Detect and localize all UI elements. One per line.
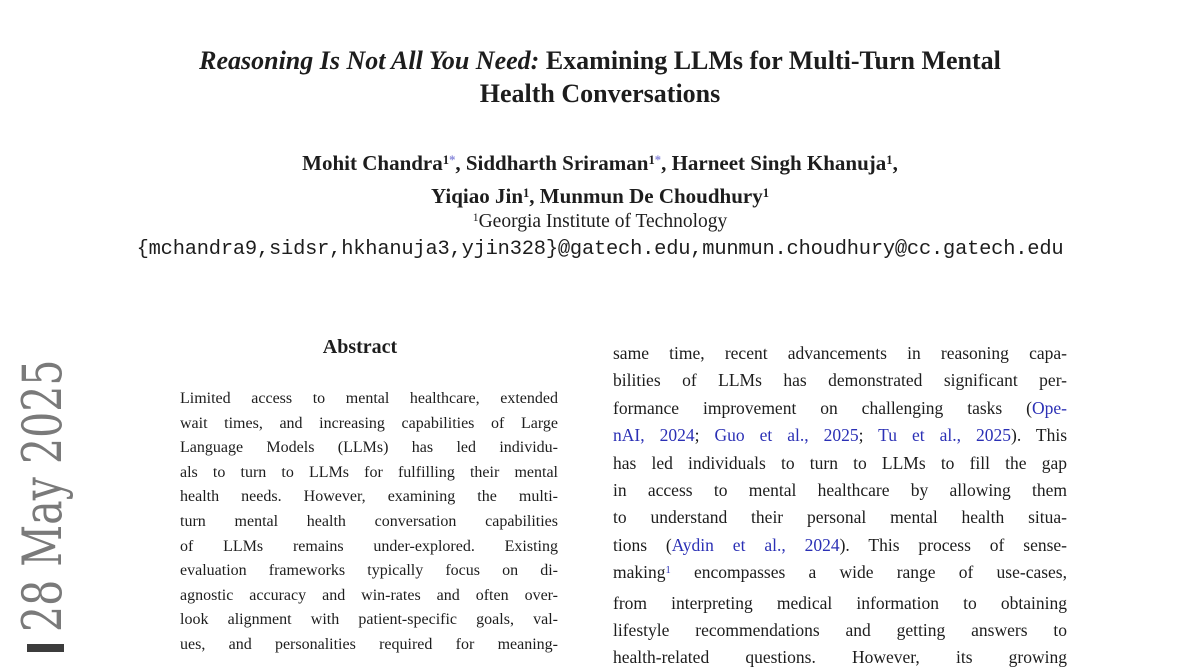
author-affiliation-superscript: 1 [886,152,893,167]
author-affiliation-superscript: 1 [762,185,769,200]
paper-title-line2: Health Conversations [479,79,721,108]
text-segment: making [613,562,666,583]
text-segment: to understand their personal mental health situa- [613,507,1067,528]
text-segment: ). This [1011,425,1068,446]
text-segment: ; [858,425,879,446]
text-segment: turn mental health conversation capabilities [180,512,558,530]
text-segment: Yiqiao Jin [431,184,523,208]
author-thanks-marker: * [654,152,662,167]
text-line [180,387,558,412]
text-segment: has led individuals to turn to LLMs to fill the gap [613,452,1067,473]
text-segment: agnostic accuracy and win-rates and often over- [180,586,558,604]
text-line [613,395,1067,422]
paper-title-line1 [0,44,1200,77]
text-segment: wait times, and increasing capabilities of Large [180,414,558,432]
citation-link[interactable]: Ope- [1032,397,1067,418]
text-line [613,367,1067,394]
right-column-intro-text [613,340,1067,672]
text-segment: Language Models (LLMs) has led individu- [180,439,558,457]
affiliation [0,209,1200,237]
text-line [180,461,558,486]
text-segment: of LLMs remains under-explored. Existing [180,537,558,555]
text-line [180,412,558,437]
text-segment: Limited access to mental healthcare, extended [180,390,558,407]
footnote-marker-link[interactable]: 1 [665,565,671,576]
text-line [613,450,1067,477]
text-line [180,510,558,535]
text-segment: health-related questions. However, its growing [613,647,1067,668]
text-segment: bilities of LLMs has demonstrated significant per- [613,370,1067,391]
text-segment: look alignment with patient-specific goals, val- [180,611,558,629]
citation-link[interactable]: Tu et al., 2025 [878,425,1012,446]
text-segment: ues, and personalities required for meaning- [180,635,558,653]
text-segment: als to turn to LLMs for fulfilling their mental [180,463,558,481]
paper-title [0,44,1200,110]
text-segment: in access to mental healthcare by allowing them [613,480,1067,501]
text-line [0,209,1200,237]
text-line [613,477,1067,504]
text-segment: , Siddharth Sriraman [455,151,649,175]
text-line [180,608,558,633]
citation-link[interactable]: nAI, 2024 [613,425,695,446]
text-line [180,436,558,461]
text-line [0,148,1200,181]
text-line [613,559,1067,589]
text-segment: formance improvement on challenging tasks ( [613,397,1033,418]
author-emails: {mchandra9,sidsr,hkhanuja3,yjin328}@gatech.edu,munmun.choudhury@cc.gatech.edu [136,238,1064,261]
text-segment: health needs. However, examining the multi- [180,488,558,506]
arxiv-watermark-clipped-fragment [27,644,64,652]
text-line [613,340,1067,367]
author-affiliation-superscript: 1 [442,152,450,167]
text-segment: ). This process of sense- [839,534,1067,555]
text-line [180,584,558,609]
text-line [613,532,1067,559]
author-affiliation-superscript: 1 [648,152,655,167]
text-segment: from interpreting medical information to obtaining [613,592,1067,613]
text-segment: lifestyle recommendations and getting answers to [613,620,1067,641]
text-line [613,504,1067,531]
text-segment: , Harneet Singh Khanuja [661,151,887,175]
author-list [0,148,1200,214]
text-line [613,422,1067,449]
text-line [180,633,558,658]
citation-link[interactable]: Aydin et al., 2024 [671,534,840,555]
text-segment: Mohit Chandra [302,151,443,175]
text-segment: ; [694,425,715,446]
abstract-body [180,387,558,658]
text-line [613,644,1067,671]
text-segment: same time, recent advancements in reasoning capa- [613,343,1067,363]
text-line [180,559,558,584]
text-segment: Georgia Institute of Technology [478,211,728,232]
paper-title-italic-part: Reasoning Is Not All You Need: [199,46,546,75]
text-line [613,590,1067,617]
text-segment: , Munmun De Choudhury [529,184,763,208]
text-segment: evaluation frameworks typically focus on di- [180,562,558,580]
author-affiliation-superscript: 1 [472,211,479,225]
text-segment: tions ( [613,534,672,555]
text-line [180,535,558,560]
author-affiliation-superscript: 1 [523,185,530,200]
abstract-heading: Abstract [322,336,398,358]
text-line [613,617,1067,644]
arxiv-date-watermark: 28 May 2025 [11,359,74,632]
text-segment: , [892,151,898,175]
text-segment: encompasses a wide range of use-cases, [670,562,1067,583]
text-line [180,485,558,510]
paper-title-rest-part: Examining LLMs for Multi-Turn Mental [545,46,1001,75]
citation-link[interactable]: Guo et al., 2025 [714,425,859,446]
author-thanks-marker: * [449,152,456,167]
left-column [150,334,570,658]
